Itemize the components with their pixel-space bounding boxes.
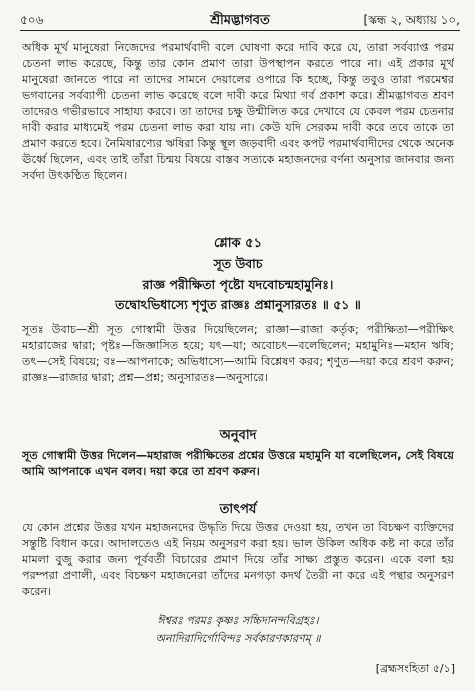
- quote-reference: [ব্রহ্মসংহিতা ৫/১]: [375, 662, 455, 675]
- header-divider: [20, 30, 460, 31]
- intro-paragraph: অধিক মূর্খ মানুষেরা নিজেদের পরমার্থবাদী বলে ঘোষণা করে দাবি করে যে, তারা সর্বব্যাপ্ত পরম চেতনা লাভ করেছে, কিন্তু তার কোন প্রমাণ তারা উপস্থাপন করতে পারে না। এই প্রকার মূর্খ মানুষেরা জানতে পারে না তাদের সামনে দেয়ালের ওপারে কি হচ্ছে, কিন্তু তবুও তারা পরমেশ্বর ভগবানের সর্বব্যাপী চেতনা লাভ করেছে বলে দাবী করে মিথ্যা গর্ব প্রকাশ করে। শ্রীমদ্ভাগবত শ্রবণ তাদেরও গভীরভাবে সাহায্য করবে। তা তাদের চক্ষু উন্মীলিত করে দেখাবে যে কেবল পরম চেতনার দাবী করার মাধ্যমেই পরম চেতনা লাভ করা যায় না। কেউ যদি সেরকম দাবী করে তবে তাকে তা প্রমাণ করতে হবে। নৈমিষারণ্যের ঋষিরা কিন্তু স্থূল জড়বাদী এবং কপট পরমার্থবাদীদের থেকে অনেক ঊর্ধ্বে ছিলেন, এবং তাই তাঁরা চিন্ময় বিষয়ে বাস্তব সত্যকে মহাজনদের বর্ণনা অনুসার জানবার জন্য সর্বদা উৎকণ্ঠিত ছিলেন।: [22, 41, 454, 182]
- translation-text: সূত গোস্বামী উত্তর দিলেন—মহারাজ পরীক্ষিতের প্রশ্নের উত্তরে মহামুনি যা বলেছিলেন, সেই বিষয়ে আমি আপনাকে এখন বলব। দয়া করে তা শ্রবণ করুন।: [22, 449, 454, 478]
- verse-line-1: রাজ্ঞ পরীক্ষিতা পৃষ্টো যদবোচন্মহামুনিঃ।: [142, 277, 334, 292]
- purport-heading: তাৎপর্য: [219, 502, 257, 517]
- quote-line-2: অনাদিরাদির্গোবিন্দঃ সর্বকারণকারণম্ ॥: [155, 632, 321, 645]
- quote-line-1: ঈশ্বরঃ পরমঃ কৃষ্ণঃ সচ্চিদানন্দবিগ্রহঃ।: [157, 614, 319, 627]
- purport-text: যে কোন প্রশ্নের উত্তর যখন মহাজনদের উদ্ধৃতি দিয়ে উত্তর দেওয়া হয়, তখন তা বিচক্ষণ ব্যক্তিদের সন্তুষ্টি বিধান করে। আদালতেও এই নিয়ম অনুসরণ করা হয়। ভাল উকিল অধিক কষ্ট না করে তাঁর মামলা বুজু করার জন্য পূর্ববর্তী বিচারের প্রমাণ দিয়ে তাঁর সাক্ষ্য প্রস্তুত করেন। একে বলা হয় পরম্পরা প্রণালী, এবং বিচক্ষণ মহাজনেরা তাঁদের মনগড়া কদর্থ তৈরী না করে এই পন্থার অনুসরণ করেন।: [22, 521, 454, 598]
- page-header: [20, 6, 460, 32]
- page-number: ৫০৬: [20, 13, 44, 27]
- sloka-heading: শ্লোক ৫১: [213, 236, 263, 251]
- book-title: শ্রীমদ্ভাগবত: [210, 13, 270, 28]
- verse-line-2: তদ্বোঽভিধাস্যে শৃণুত রাজ্ঞঃ প্রশ্নানুসারতঃ ॥ ৫১ ॥: [115, 297, 361, 312]
- speaker-line: সূত উবাচ: [213, 256, 263, 271]
- section-label: [স্কন্ধ ২, অধ্যায় ১০,: [363, 13, 460, 27]
- translation-heading: অনুবাদ: [219, 428, 257, 443]
- synonyms-block: সূতঃ উবাচ—শ্রী সূত গোস্বামী উত্তর দিয়েছিলেন; রাজ্ঞা—রাজা কর্তৃক; পরীক্ষিতা—পরীক্ষিৎ মহারাজের দ্বারা; পৃষ্টঃ—জিজ্ঞাসিত হয়ে; যৎ—যা; অবোচৎ—বলেছিলেন; মহামুনিঃ—মহান ঋষি; তৎ—সেই বিষয়ে; বঃ—আপনাকে; অভিধাস্যে—আমি বিশ্লেষণ করব; শৃণুত—দয়া করে শ্রবণ করুন; রাজ্ঞঃ—রাজার দ্বারা; প্রশ্ন—প্রশ্ন; অনুসারতঃ—অনুসারে।: [22, 323, 454, 384]
